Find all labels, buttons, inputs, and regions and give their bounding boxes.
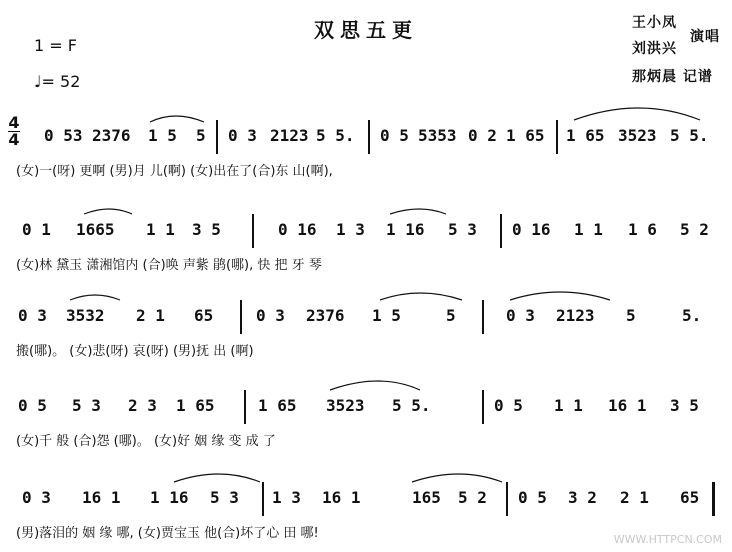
note-group: 3 5 <box>670 396 699 415</box>
note-group: 0 5 <box>494 396 523 415</box>
bar-line <box>368 120 370 154</box>
note-group: 0 2 <box>468 126 497 145</box>
bar-line <box>252 214 254 248</box>
bar-line <box>240 300 242 334</box>
note-group: 5 2 <box>458 488 487 507</box>
note-group: 1 65 <box>506 126 545 145</box>
note-group: 1 5 <box>372 306 401 325</box>
lyrics-line: (女)一(呀) 更啊 (男)月 儿(啊) (女)出在了(合)东 山(啊), <box>16 164 333 179</box>
note-group: 65 <box>194 306 214 325</box>
time-signature-top: 4 <box>8 113 20 132</box>
note-group: 0 16 <box>512 220 551 239</box>
note-group: 0 16 <box>278 220 317 239</box>
note-group: 1 16 <box>386 220 425 239</box>
slur <box>574 108 700 120</box>
sing-role: 演唱 <box>690 29 720 45</box>
note-group: 65 <box>680 488 700 507</box>
note-group: 0 5 <box>18 396 47 415</box>
note-group: 1 16 <box>150 488 189 507</box>
note-group: 16 1 <box>322 488 361 507</box>
slur <box>510 292 610 300</box>
bar-line <box>244 390 246 424</box>
note-group: 1 65 <box>176 396 215 415</box>
note-group: 2 1 <box>136 306 165 325</box>
note-group: 5 <box>626 306 636 325</box>
bar-line <box>506 482 508 516</box>
bar-line <box>500 214 502 248</box>
note-group: 5353 <box>418 126 457 145</box>
note-group: 0 3 <box>228 126 257 145</box>
note-group: 1 65 <box>566 126 605 145</box>
note-group: 1 1 <box>574 220 603 239</box>
note-group: 0 5 <box>518 488 547 507</box>
note-group: 0 3 <box>22 488 51 507</box>
note-group: 2123 <box>270 126 309 145</box>
note-group: 5 5. <box>392 396 431 415</box>
note-group: 1 3 <box>336 220 365 239</box>
bar-line <box>482 300 484 334</box>
slur <box>70 295 120 300</box>
watermark: WWW.HTTPCN.COM <box>613 533 722 546</box>
note-group: 3532 <box>66 306 105 325</box>
note-group: 1 6 <box>628 220 657 239</box>
slur <box>412 474 502 482</box>
key-signature: 1 = F <box>34 36 77 55</box>
note-group: 5 3 <box>72 396 101 415</box>
note-group: 5 <box>446 306 456 325</box>
note-group: 16 1 <box>608 396 647 415</box>
note-group: 2376 <box>306 306 345 325</box>
slur <box>330 381 420 390</box>
lyrics-line: (女)千 般 (合)怨 (哪)。 (女)好 姻 缘 变 成 了 <box>16 434 276 449</box>
note-group: 1 65 <box>258 396 297 415</box>
song-title: 双思五更 <box>314 18 418 42</box>
bar-line <box>482 390 484 424</box>
slur <box>174 474 260 482</box>
final-bar-line <box>712 482 715 516</box>
bar-line <box>262 482 264 516</box>
note-group: 5 5. <box>316 126 355 145</box>
note-group: 1 3 <box>272 488 301 507</box>
slur <box>380 293 462 300</box>
note-group: 2376 <box>92 126 131 145</box>
note-group: 0 53 <box>44 126 83 145</box>
note-group: 0 3 <box>506 306 535 325</box>
note-group: 5 3 <box>210 488 239 507</box>
note-group: 5 <box>196 126 206 145</box>
lyrics-line: (男)落泪的 姻 缘 哪, (女)贾宝玉 他(合)坏了心 田 哪! <box>16 526 319 541</box>
time-signature <box>8 113 20 149</box>
note-group: 5 5. <box>670 126 709 145</box>
note-group: 0 3 <box>18 306 47 325</box>
note-group: 1 1 <box>146 220 175 239</box>
note-group: 3 2 <box>568 488 597 507</box>
note-group: 3 5 <box>192 220 221 239</box>
note-group: 1 1 <box>554 396 583 415</box>
note-group: 5 3 <box>448 220 477 239</box>
bar-line <box>216 120 218 154</box>
note-group: 165 <box>412 488 441 507</box>
slur <box>84 209 132 214</box>
note-group: 5 2 <box>680 220 709 239</box>
note-group: 2123 <box>556 306 595 325</box>
slur <box>150 116 204 122</box>
note-group: 0 1 <box>22 220 51 239</box>
note-group: 0 3 <box>256 306 285 325</box>
lyrics-line: 搬(哪)。 (女)悲(呀) 哀(呀) (男)抚 出 (啊) <box>16 344 254 359</box>
note-group: 5. <box>682 306 702 325</box>
bar-line <box>556 120 558 154</box>
note-group: 2 1 <box>620 488 649 507</box>
note-group: 1 5 <box>148 126 177 145</box>
note-group: 1665 <box>76 220 115 239</box>
singer-2: 刘洪兴 <box>632 41 677 57</box>
note-group: 16 1 <box>82 488 121 507</box>
time-signature-bottom: 4 <box>8 130 20 149</box>
transcriber: 那炳晨 记谱 <box>632 69 713 85</box>
note-group: 2 3 <box>128 396 157 415</box>
note-group: 3523 <box>326 396 365 415</box>
slur <box>390 209 446 214</box>
tempo-marking: ♩= 52 <box>34 72 81 91</box>
singer-1: 王小凤 <box>632 15 677 31</box>
note-group: 3523 <box>618 126 657 145</box>
note-group: 0 5 <box>380 126 409 145</box>
lyrics-line: (女)林 黛玉 潇湘馆内 (合)唤 声紫 鹃(哪), 快 把 牙 琴 <box>16 258 322 273</box>
